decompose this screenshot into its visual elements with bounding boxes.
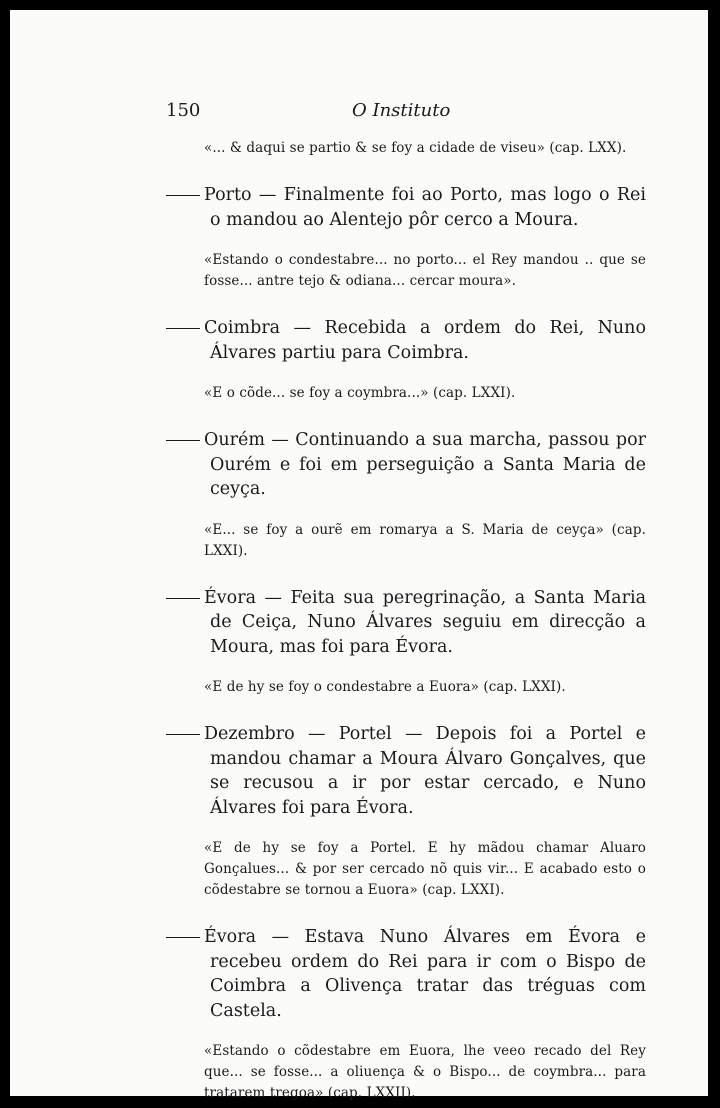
em-dash-rule <box>166 722 204 747</box>
entry-evora-1 <box>166 586 646 660</box>
page-number: 150 <box>166 100 201 121</box>
em-dash-rule <box>166 586 204 611</box>
em-dash-rule <box>166 925 204 950</box>
em-dash-rule <box>166 183 204 208</box>
page-body <box>166 138 646 1104</box>
quote-porto: «Estando o condestabre... no porto... el Rey mandou .. que se fosse... antre tejo & odiana... cercar moura». <box>204 252 646 289</box>
entry-dezembro-portel-text: Dezembro — Portel — Depois foi a Portel e mandou chamar a Moura Álvaro Gonçalves, que se recusou a ir por estar cercado, e Nuno Álvares foi para Évora. <box>204 724 646 818</box>
quote-viseu: «... & daqui se partio & se foy a cidade de viseu» (cap. LXX). <box>204 140 627 156</box>
quote-olivenca: «Estando o cõdestabre em Euora, lhe veeo recado del Rey que... se fosse... a oliuença & o Bispo... de coymbra... para tratarem tregoa» (cap. LXXII). <box>204 1043 646 1101</box>
entry-ourem-text: Ourém — Continuando a sua marcha, passou por Ourém e foi em perseguição a Santa Maria de ceyça. <box>204 430 646 499</box>
entry-evora-1-text: Évora — Feita sua peregrinação, a Santa Maria de Ceiça, Nuno Álvares seguiu em direcção a Moura, mas foi para Évora. <box>204 587 646 657</box>
entry-ourem <box>166 428 646 502</box>
quote-ourem: «E... se foy a ourẽ em romarya a S. Maria de ceyça» (cap. LXXI). <box>204 521 646 559</box>
book-page <box>10 10 708 1101</box>
entry-evora-2 <box>166 925 646 1023</box>
em-dash-rule <box>166 316 204 341</box>
entry-coimbra <box>166 316 646 365</box>
em-dash-rule <box>166 428 204 453</box>
quote-evora-1: «E de hy se foy o condestabre a Euora» (cap. LXXI). <box>204 679 566 695</box>
entry-coimbra-text: Coimbra — Recebida a ordem do Rei, Nuno Álvares partiu para Coimbra. <box>204 318 646 363</box>
entry-porto <box>166 183 646 232</box>
entry-evora-2-text: Évora — Estava Nuno Álvares em Évora e recebeu ordem do Rei para ir com o Bispo de Coimbra a Olivença tratar das tréguas com Castela. <box>204 927 646 1021</box>
page-header <box>166 100 646 124</box>
quote-portel: «E de hy se foy a Portel. E hy mãdou chamar Aluaro Gonçalues... & por ser cercado nõ quis vir... E acabado esto o cõdestabre se tornou a Euora» (cap. LXXI). <box>204 840 646 898</box>
entry-dezembro-portel <box>166 722 646 820</box>
running-title: O Instituto <box>352 100 451 121</box>
quote-coimbra: «E o cõde... se foy a coymbra...» (cap. LXXI). <box>204 385 516 401</box>
entry-porto-text: Porto — Finalmente foi ao Porto, mas logo o Rei o mandou ao Alentejo pôr cerco a Moura. <box>204 185 646 230</box>
